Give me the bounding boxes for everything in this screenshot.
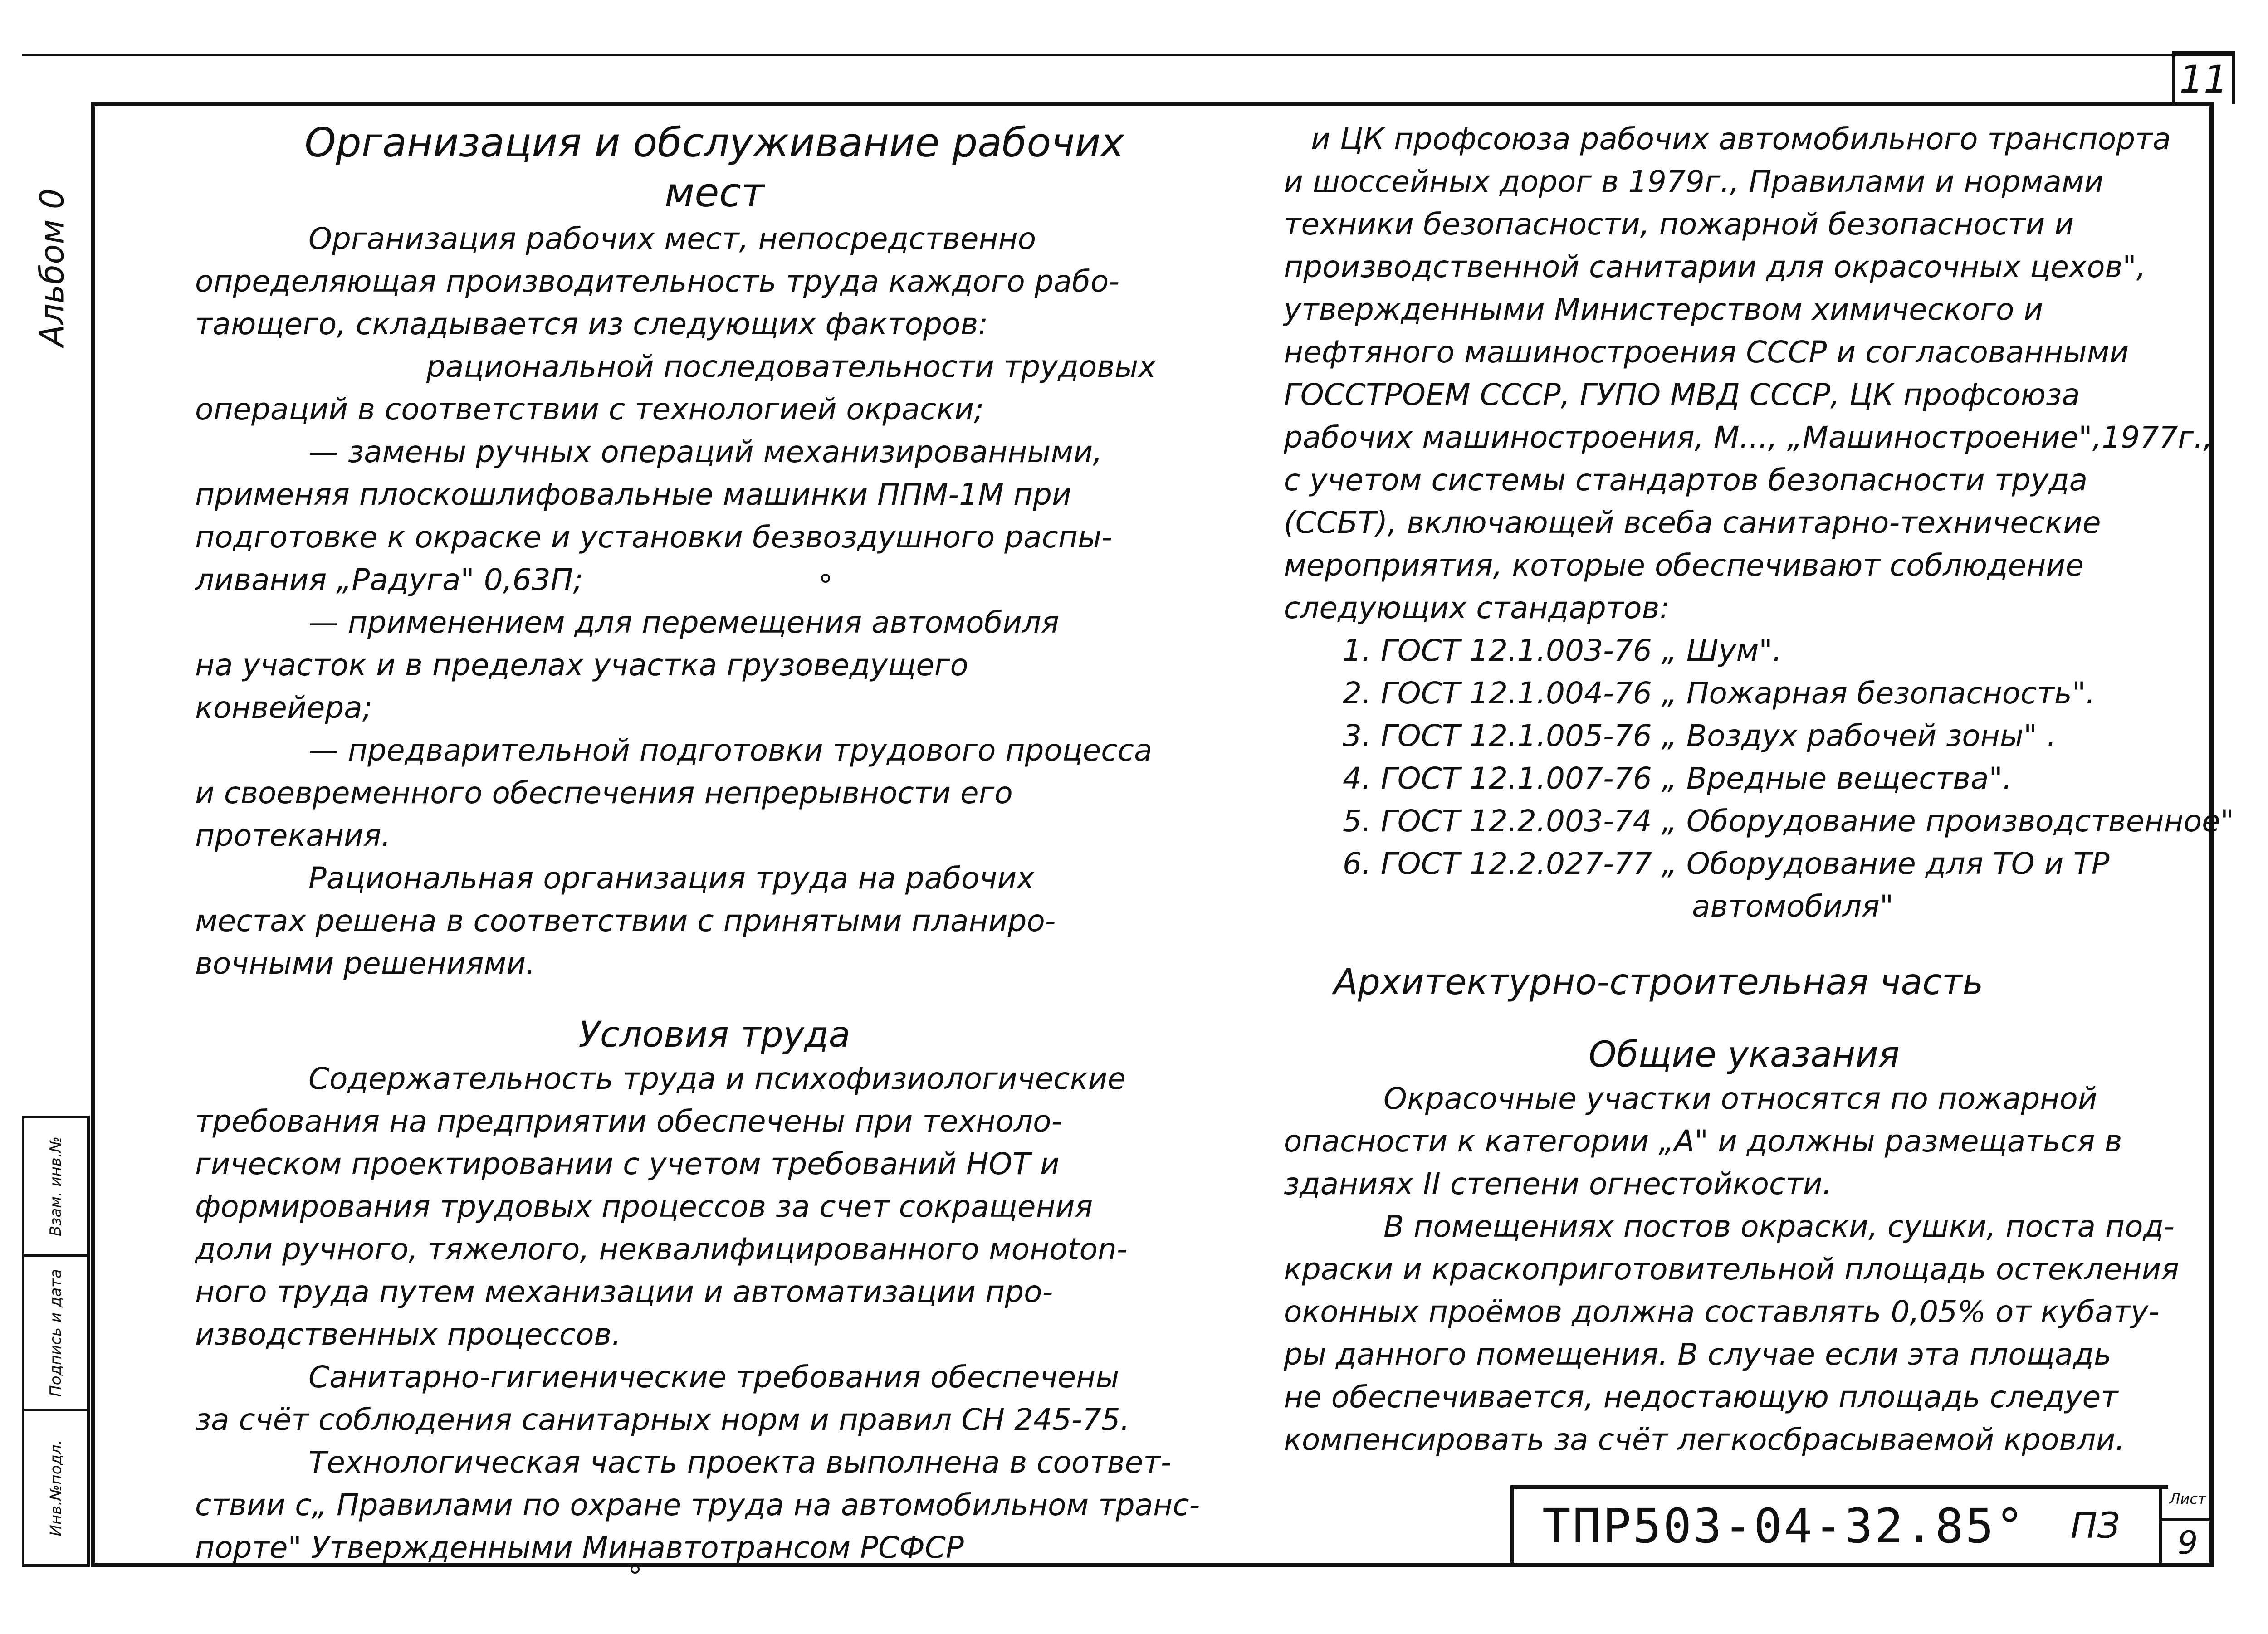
standard-item: 6. ГОСТ 12.2.027-77 „ Оборудование для ТО и ТР [1343, 846, 2110, 881]
stamp-cell-signature: Подпись и дата [24, 1254, 87, 1409]
text-line: и ЦК профсоюза рабочих автомобильного транспорта [1311, 122, 2171, 156]
standard-item: 4. ГОСТ 12.1.007-76 „ Вредные вещества". [1343, 761, 2012, 796]
text-line: ствии с„ Правилами по охране труда на автомобильном транс- [195, 1488, 1200, 1522]
scan-dot-mark [631, 1565, 640, 1574]
text-line: с учетом системы стандартов безопасности труда [1284, 463, 2088, 498]
text-line: определяющая производительность труда каждого рабо- [195, 264, 1120, 299]
scan-dot-mark [821, 574, 830, 583]
text-line: протекания. [195, 818, 391, 853]
text-line: ного труда путем механизации и автоматизации про- [195, 1274, 1053, 1309]
text-line: ры данного помещения. В случае если эта площадь [1284, 1337, 2112, 1372]
sheet-label: Лист [2169, 1490, 2206, 1507]
text-line: опасности к категории „А" и должны размещаться в [1284, 1124, 2122, 1159]
album-label-text: Альбом 0 [33, 188, 72, 347]
text-line: не обеспечивается, недостающую площадь следует [1284, 1380, 2118, 1415]
text-line: Санитарно-гигиенические требования обеспечены [308, 1360, 1119, 1395]
paragraph-general [1284, 1078, 2204, 1461]
text-line: операций в соответствии с технологией окраски; [195, 392, 984, 427]
text-line: гическом проектировании с учетом требований НОТ и [195, 1146, 1060, 1181]
text-line: нефтяного машиностроения СССР и согласованными [1284, 335, 2129, 370]
title-line-1: Организация и обслуживание рабочих [304, 119, 1124, 166]
sheet-cell [2159, 1488, 2214, 1567]
standard-item: 3. ГОСТ 12.1.005-76 „ Воздух рабочей зоны" . [1343, 718, 2057, 753]
text-line: порте" Утвержденными Минавтотрансом РСФСР [195, 1530, 964, 1565]
text-line: и своевременного обеспечения непрерывности его [195, 776, 1013, 810]
side-stamp [22, 1116, 90, 1567]
paragraph-working-conditions [195, 1058, 1234, 1569]
text-line: краски и краскоприготовительной площадь остекления [1284, 1252, 2179, 1287]
text-line: ГОССТРОЕМ СССР, ГУПО МВД СССР, ЦК профсоюза [1284, 377, 2080, 412]
text-line: Рациональная организация труда на рабочих [308, 861, 1035, 896]
subtitle-working-conditions: Условия труда [578, 1015, 850, 1055]
text-line: и шоссейных дорог в 1979г., Правилами и нормами [1284, 164, 2104, 199]
stamp-cell-inv: Инв.№подл. [47, 1439, 65, 1536]
right-column [1284, 118, 2234, 1461]
text-line: мероприятия, которые обеспечивают соблюдение [1284, 548, 2084, 583]
title-line-2: мест [664, 169, 765, 216]
text-line: ливания „Радуга" 0,63П; [195, 562, 583, 597]
text-line: конвейера; [195, 690, 372, 725]
text-line: местах решена в соответствии с принятыми планиро- [195, 903, 1056, 938]
text-line: (ССБТ), включающей всеба санитарно-технические [1284, 505, 2101, 540]
stamp-cell-replace: Взам. инв.№ [47, 1136, 65, 1237]
text-line: Содержательность труда и психофизиологические [308, 1061, 1126, 1096]
standard-item: 1. ГОСТ 12.1.003-76 „ Шум". [1343, 633, 1782, 668]
paragraph-rules [1284, 118, 2213, 629]
text-line: — предварительной подготовки трудового процесса [308, 733, 1153, 768]
text-line: — применением для перемещения автомобиля [308, 605, 1059, 640]
text-line: рациональной последовательности трудовых [426, 349, 1156, 384]
top-rule [22, 54, 2235, 56]
text-line: Организация рабочих мест, непосредственно [308, 221, 1036, 256]
standard-item: 2. ГОСТ 12.1.004-76 „ Пожарная безопасность". [1343, 676, 2096, 711]
text-line: формирования трудовых процессов за счет сокращения [195, 1189, 1093, 1224]
text-line: утвержденными Министерством химического и [1284, 292, 2043, 327]
standard-item: 5. ГОСТ 12.2.003-74 „ Оборудование производственное" [1343, 804, 2234, 839]
text-line: техники безопасности, пожарной безопасности и [1284, 207, 2074, 242]
text-line: подготовке к окраске и установки безвоздушного распы- [195, 520, 1112, 555]
standard-item: автомобиля" [1692, 889, 1894, 924]
standards-list [1284, 629, 2234, 928]
section-mark: ПЗ [2071, 1506, 2120, 1546]
left-column [195, 118, 1234, 1569]
document-code: ТПР503-04-32.85° [1542, 1498, 2026, 1554]
text-line: доли ручного, тяжелого, неквалифицированного моноton- [195, 1232, 1128, 1267]
text-line: оконных проёмов должна составлять 0,05% от кубату- [1284, 1294, 2160, 1329]
text-line: В помещениях постов окраски, сушки, поста под- [1383, 1209, 2175, 1244]
text-line: за счёт соблюдения санитарных норм и правил СН 245-75. [195, 1402, 1130, 1437]
sheet-number: 9 [2162, 1518, 2214, 1564]
text-line: — замены ручных операций механизированными, [308, 434, 1103, 469]
text-line: Окрасочные участки относятся по пожарной [1383, 1081, 2097, 1116]
text-line: изводственных процессов. [195, 1317, 621, 1352]
text-line: требования на предприятии обеспечены при техноло- [195, 1104, 1062, 1139]
section-title-architecture: Архитектурно-строительная часть [1334, 962, 1984, 1003]
text-line: производственной санитарии для окрасочных цехов", [1284, 249, 2146, 284]
subsection-title-general: Общие указания [1589, 1034, 1900, 1075]
text-line: Технологическая часть проекта выполнена в соответ- [308, 1445, 1172, 1480]
text-line: компенсировать за счёт легкосбрасываемой кровли. [1284, 1422, 2125, 1457]
page-number: 11 [2172, 51, 2235, 104]
text-line: рабочих машиностроения, М..., „Машиностроение",1977г., [1284, 420, 2213, 455]
text-line: применяя плоскошлифовальные машинки ППМ-1М при [195, 477, 1071, 512]
text-line: на участок и в пределах участка грузоведущего [195, 648, 968, 683]
text-line: зданиях II степени огнестойкости. [1284, 1166, 1832, 1201]
text-line: следующих стандартов: [1284, 590, 1670, 625]
paragraph-organization [195, 218, 1234, 985]
album-label [18, 150, 86, 385]
text-line: вочными решениями. [195, 946, 536, 981]
text-line: тающего, складывается из следующих факторов: [195, 307, 988, 341]
